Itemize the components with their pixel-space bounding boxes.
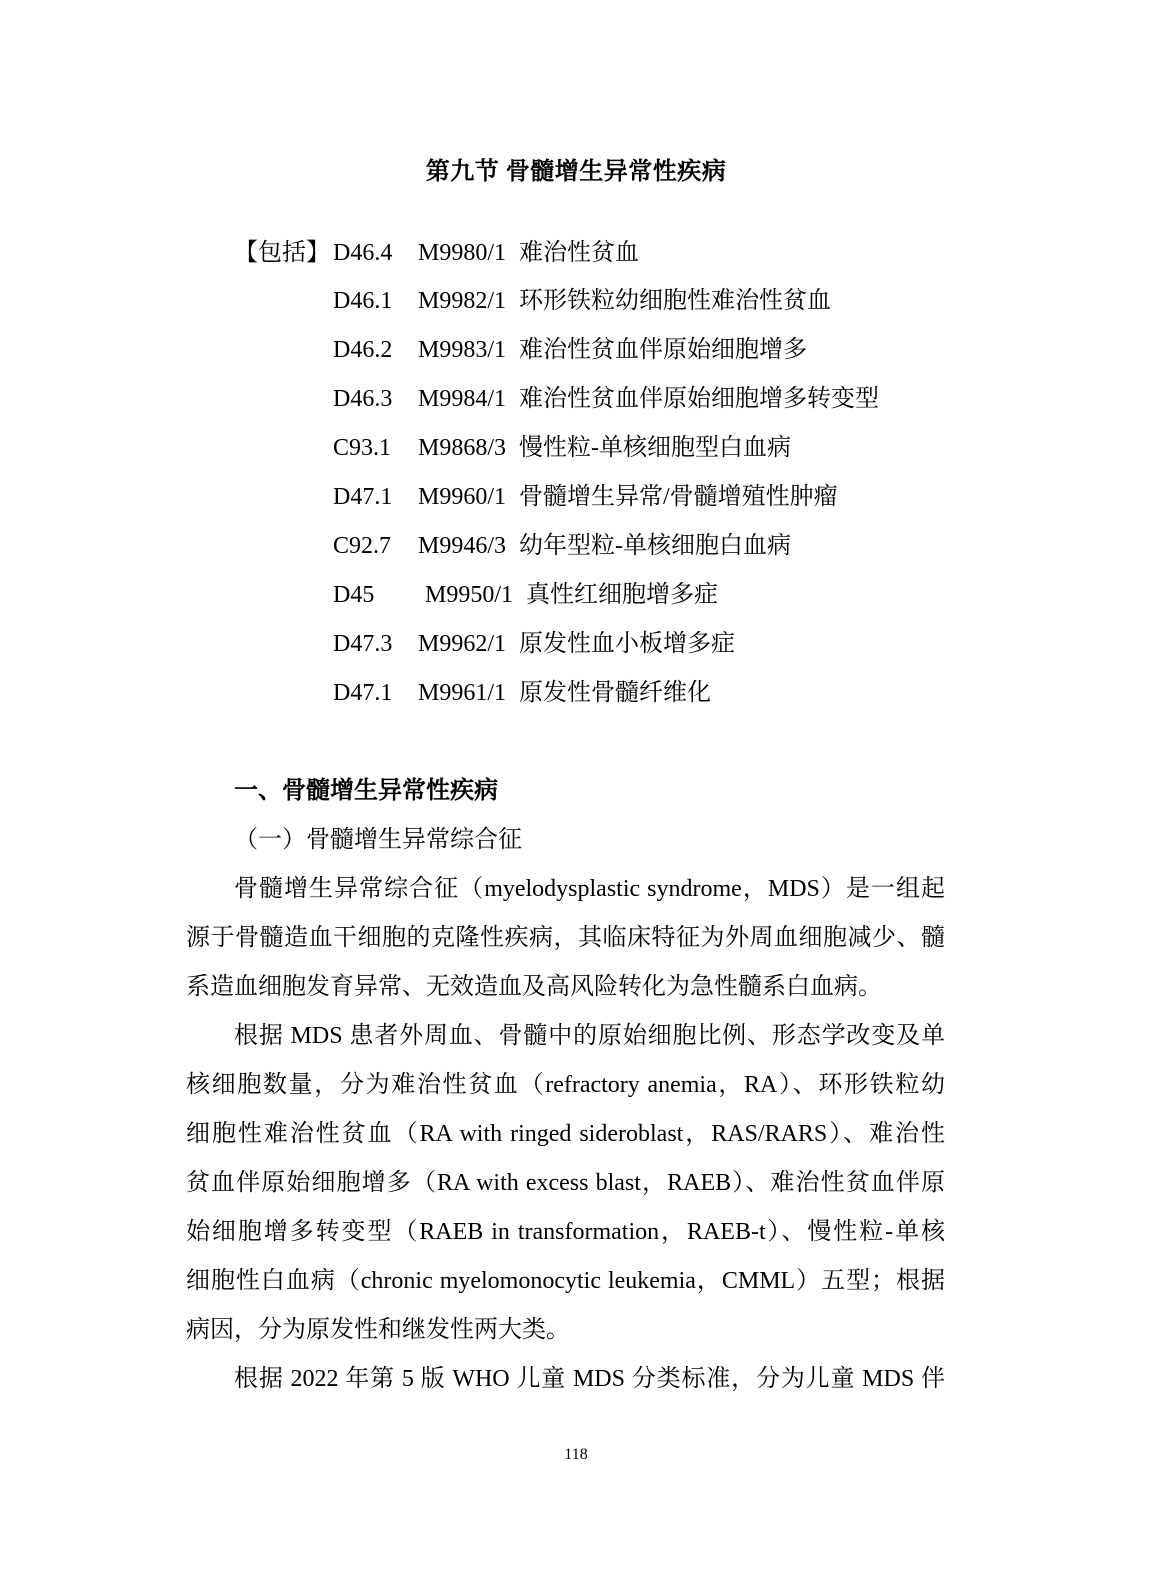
includes-list [234,229,954,718]
disease-name: 真性红细胞增多症 [526,581,718,608]
morphology-code: M9980/1 [418,239,507,266]
icd-code: D46.2 [333,337,393,364]
paragraph-line: 细胞性白血病（chronic myelomonocytic leukemia，CMML）五型；根据 [186,1267,945,1294]
icd-code: D46.4 [333,239,393,266]
paragraph-line: 贫血伴原始细胞增多（RA with excess blast，RAEB）、难治性贫血伴原 [186,1169,945,1196]
section-heading: 一、骨髓增生异常性疾病 [234,777,498,804]
morphology-code: M9950/1 [425,581,514,608]
includes-row [234,669,954,718]
includes-row [234,473,954,522]
morphology-code: M9983/1 [418,337,507,364]
section-title: 第九节 骨髓增生异常性疾病 [425,159,727,185]
morphology-code: M9961/1 [418,679,507,706]
disease-name: 幼年型粒-单核细胞白血病 [519,532,791,559]
morphology-code: M9960/1 [418,483,507,510]
disease-name: 原发性血小板增多症 [519,630,735,657]
includes-row [234,424,954,473]
paragraph-line: 病因，分为原发性和继发性两大类。 [186,1316,570,1343]
paragraph-line: 源于骨髓造血干细胞的克隆性疾病，其临床特征为外周血细胞减少、髓 [186,924,945,951]
paragraph-line: 细胞性难治性贫血（RA with ringed sideroblast，RAS/RARS）、难治性 [186,1120,945,1147]
paragraph-line: 骨髓增生异常综合征（myelodysplastic syndrome，MDS）是一组起 [234,875,945,902]
includes-row [234,620,954,669]
icd-code: D47.1 [333,483,393,510]
includes-row [234,375,954,424]
section-subheading: （一）骨髓增生异常综合征 [234,826,522,853]
includes-label: 【包括】 [234,239,330,266]
morphology-code: M9946/3 [418,532,507,559]
paragraph-line: 根据 2022 年第 5 版 WHO 儿童 MDS 分类标准，分为儿童 MDS 伴 [234,1365,945,1392]
icd-code: C92.7 [333,532,392,559]
disease-name: 骨髓增生异常/骨髓增殖性肿瘤 [519,483,838,510]
section-body [186,767,945,1404]
disease-name: 难治性贫血伴原始细胞增多转变型 [519,386,879,413]
includes-row [234,522,954,571]
icd-code: D45 [333,581,375,608]
icd-code: D46.3 [333,386,393,413]
icd-code: D46.1 [333,288,393,315]
paragraph-line: 系造血细胞发育异常、无效造血及高风险转化为急性髓系白血病。 [186,973,882,1000]
paragraph [186,865,945,1012]
disease-name: 原发性骨髓纤维化 [519,679,711,706]
paragraph-line: 根据 MDS 患者外周血、骨髓中的原始细胞比例、形态学改变及单 [234,1022,945,1049]
morphology-code: M9962/1 [418,630,507,657]
morphology-code: M9868/3 [418,435,507,462]
includes-row [234,229,954,278]
icd-code: D47.3 [333,630,393,657]
morphology-code: M9984/1 [418,386,507,413]
paragraph-line: 核细胞数量，分为难治性贫血（refractory anemia，RA）、环形铁粒幼 [186,1071,945,1098]
disease-name: 难治性贫血 [519,239,639,266]
paragraph [186,1012,945,1355]
includes-row [234,277,954,326]
paragraph [186,1355,945,1404]
includes-row [234,326,954,375]
disease-name: 慢性粒-单核细胞型白血病 [519,435,791,462]
disease-name: 环形铁粒幼细胞性难治性贫血 [519,288,831,315]
icd-code: D47.1 [333,679,393,706]
icd-code: C93.1 [333,435,392,462]
morphology-code: M9982/1 [418,288,507,315]
paragraph-line: 始细胞增多转变型（RAEB in transformation，RAEB-t）、慢性粒-单核 [186,1218,945,1245]
includes-row [234,571,954,620]
page-number: 118 [564,1446,588,1463]
disease-name: 难治性贫血伴原始细胞增多 [519,337,807,364]
